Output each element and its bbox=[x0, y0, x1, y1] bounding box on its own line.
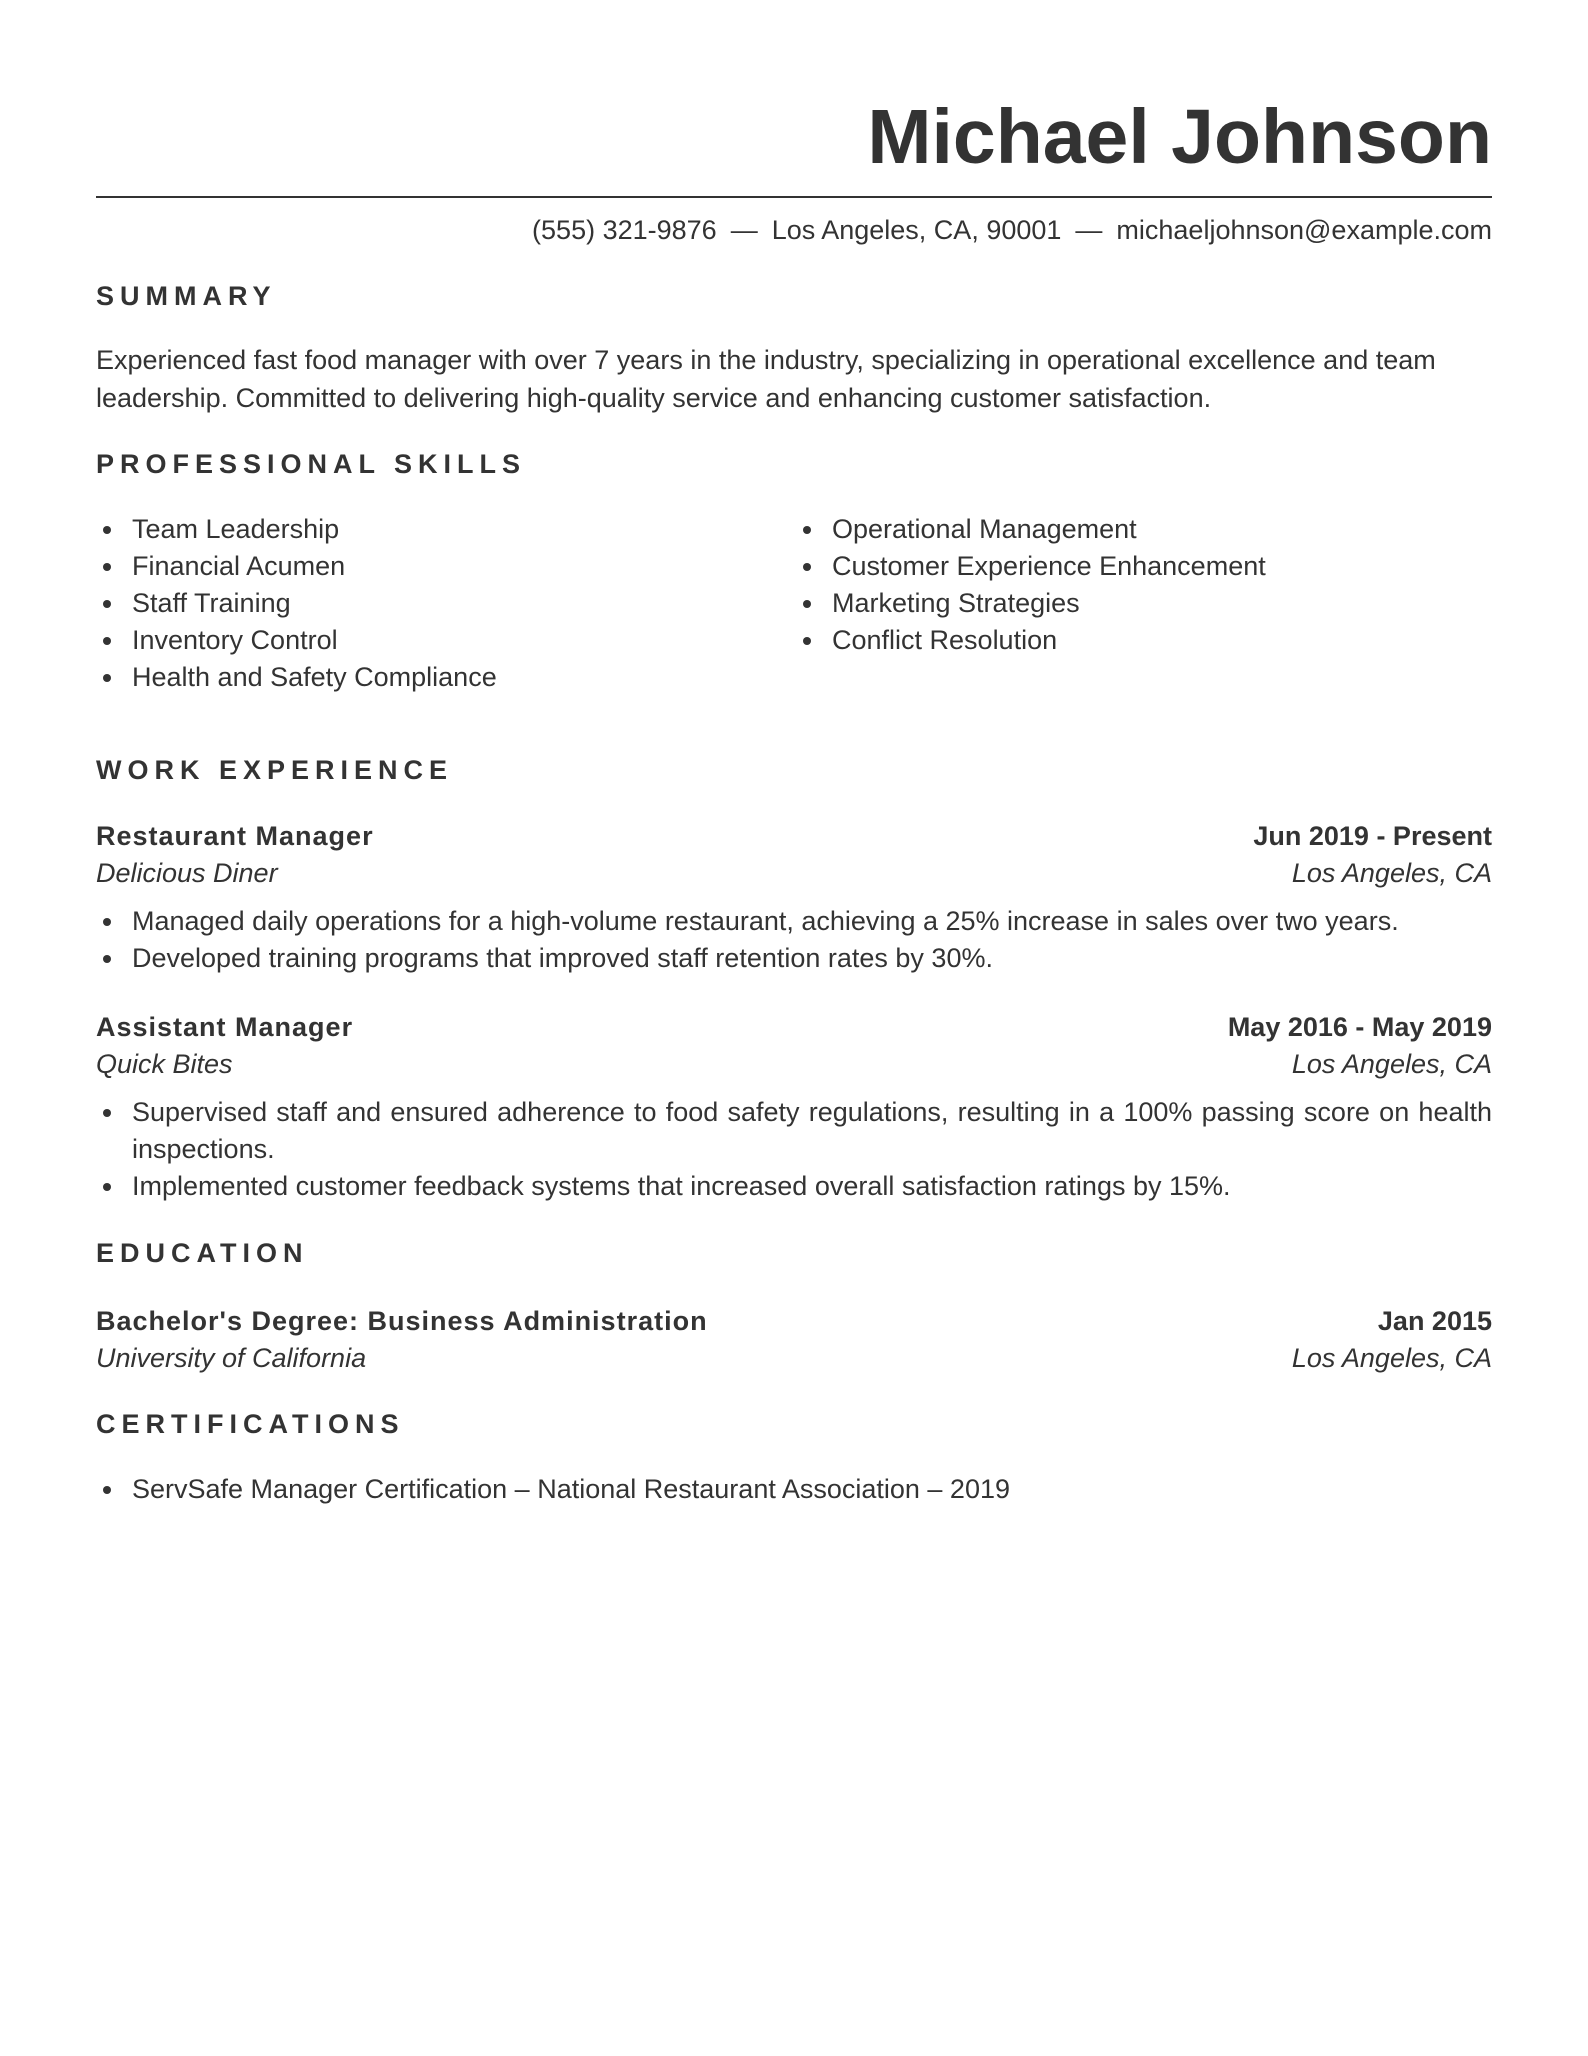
skills-list-right bbox=[796, 511, 1496, 696]
job-bullets bbox=[96, 903, 1492, 977]
skills-list-left bbox=[96, 511, 796, 696]
skill-label: Inventory Control bbox=[132, 625, 338, 655]
summary-text: Experienced fast food manager with over 7 years in the industry, specializing in operational excellence and team leadership. Committed to delivering high-quality service and enhancing customer satisfaction. bbox=[96, 345, 1436, 413]
contact-separator: — bbox=[1075, 215, 1103, 245]
education-location: Los Angeles, CA bbox=[1291, 1343, 1492, 1373]
contact-line bbox=[96, 211, 1492, 249]
job-entry bbox=[96, 1008, 1492, 1205]
bullet-icon bbox=[103, 1486, 111, 1494]
skill-label: Financial Acumen bbox=[132, 551, 346, 581]
job-location: Los Angeles, CA bbox=[1291, 1049, 1492, 1079]
candidate-name: Michael Johnson bbox=[96, 94, 1492, 198]
education-school: University of California bbox=[96, 1343, 367, 1373]
job-bullet bbox=[96, 1168, 1492, 1205]
job-company: Delicious Diner bbox=[96, 858, 278, 888]
certifications-heading: CERTIFICATIONS bbox=[96, 1409, 405, 1439]
education-entry bbox=[96, 1302, 1492, 1377]
job-org-row bbox=[96, 1046, 1492, 1083]
education-heading: EDUCATION bbox=[96, 1238, 309, 1268]
certifications-list bbox=[96, 1471, 1492, 1508]
skill-item bbox=[796, 622, 1496, 659]
skill-item bbox=[796, 548, 1496, 585]
certification-item bbox=[96, 1471, 1492, 1508]
skill-item bbox=[796, 511, 1496, 548]
skill-label: Conflict Resolution bbox=[832, 625, 1058, 655]
job-bullet bbox=[96, 903, 1492, 940]
job-title: Assistant Manager bbox=[96, 1012, 354, 1042]
skill-item bbox=[96, 585, 796, 622]
certification-text: ServSafe Manager Certification – National Restaurant Association – 2019 bbox=[132, 1474, 1011, 1504]
skill-label: Health and Safety Compliance bbox=[132, 662, 497, 692]
bullet-icon bbox=[103, 918, 111, 926]
job-bullets bbox=[96, 1094, 1492, 1205]
bullet-icon bbox=[803, 563, 811, 571]
job-bullet bbox=[96, 940, 1492, 977]
job-header-row bbox=[96, 817, 1492, 855]
bullet-icon bbox=[103, 637, 111, 645]
job-company: Quick Bites bbox=[96, 1049, 233, 1079]
job-bullet bbox=[96, 1094, 1492, 1168]
education-header-row bbox=[96, 1302, 1492, 1340]
contact-location: Los Angeles, CA, 90001 bbox=[771, 215, 1062, 245]
education-date: Jan 2015 bbox=[1377, 1306, 1492, 1336]
skill-item bbox=[96, 622, 796, 659]
job-entry bbox=[96, 817, 1492, 977]
job-bullet-text: Managed daily operations for a high-volume restaurant, achieving a 25% increase in sales over two years. bbox=[132, 906, 1399, 936]
bullet-icon bbox=[103, 1109, 111, 1117]
job-dates: Jun 2019 - Present bbox=[1253, 821, 1492, 851]
bullet-icon bbox=[103, 1183, 111, 1191]
education-school-row bbox=[96, 1340, 1492, 1377]
skills-heading: PROFESSIONAL SKILLS bbox=[96, 449, 527, 479]
job-bullet-text: Implemented customer feedback systems that increased overall satisfaction ratings by 15%. bbox=[132, 1171, 1231, 1201]
work-heading: WORK EXPERIENCE bbox=[96, 755, 454, 785]
contact-separator: — bbox=[730, 215, 758, 245]
skill-label: Staff Training bbox=[132, 588, 291, 618]
contact-email: michaeljohnson@example.com bbox=[1116, 215, 1492, 245]
job-bullet-text: Developed training programs that improved staff retention rates by 30%. bbox=[132, 943, 993, 973]
job-org-row bbox=[96, 855, 1492, 892]
summary-heading: SUMMARY bbox=[96, 281, 277, 311]
skill-item bbox=[96, 548, 796, 585]
bullet-icon bbox=[103, 526, 111, 534]
bullet-icon bbox=[803, 637, 811, 645]
skill-label: Customer Experience Enhancement bbox=[832, 551, 1266, 581]
job-bullet-text: Supervised staff and ensured adherence to food safety regulations, resulting in a 100% passing score on health inspections. bbox=[132, 1097, 1492, 1164]
skill-label: Team Leadership bbox=[132, 514, 340, 544]
skills-columns bbox=[96, 511, 1492, 696]
job-location: Los Angeles, CA bbox=[1291, 858, 1492, 888]
contact-phone: (555) 321-9876 bbox=[532, 215, 717, 245]
education-degree: Bachelor's Degree: Business Administration bbox=[96, 1306, 708, 1336]
skill-item bbox=[96, 511, 796, 548]
bullet-icon bbox=[803, 526, 811, 534]
skill-label: Marketing Strategies bbox=[832, 588, 1080, 618]
bullet-icon bbox=[103, 955, 111, 963]
job-header-row bbox=[96, 1008, 1492, 1046]
bullet-icon bbox=[103, 674, 111, 682]
skill-label: Operational Management bbox=[832, 514, 1137, 544]
skill-item bbox=[96, 659, 796, 696]
bullet-icon bbox=[803, 600, 811, 608]
job-title: Restaurant Manager bbox=[96, 821, 374, 851]
skill-item bbox=[796, 585, 1496, 622]
bullet-icon bbox=[103, 563, 111, 571]
bullet-icon bbox=[103, 600, 111, 608]
job-dates: May 2016 - May 2019 bbox=[1227, 1012, 1492, 1042]
